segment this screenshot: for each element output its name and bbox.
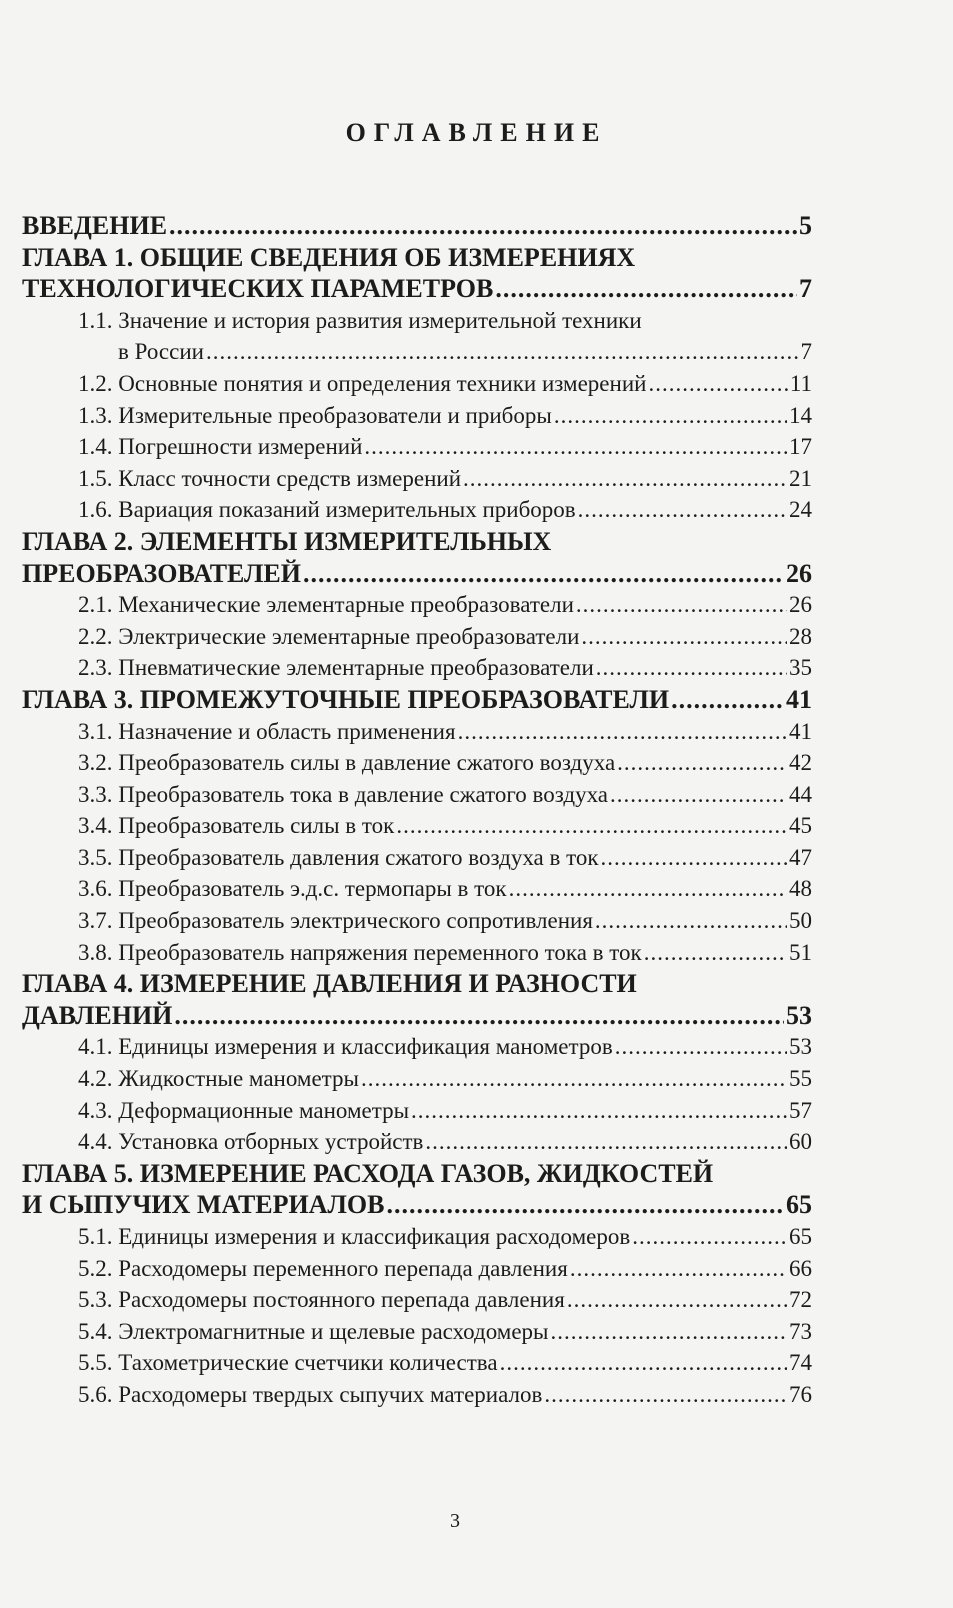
toc-entry-label: 1.3. Измерительные преобразователи и приборы (78, 402, 552, 428)
toc-entry-label: 4.1. Единицы измерения и классификация манометров (78, 1034, 613, 1060)
toc-entry-label: ТЕХНОЛОГИЧЕСКИХ ПАРАМЕТРОВ (22, 274, 494, 304)
toc-entry-label: в России (118, 339, 204, 365)
toc-section-row[interactable] (22, 589, 812, 621)
toc-section-row[interactable] (22, 368, 812, 400)
toc-section-row[interactable] (22, 747, 812, 779)
toc-entry-label: 5.2. Расходомеры переменного перепада давления (78, 1255, 568, 1281)
toc-dot-leader (425, 1126, 787, 1158)
toc-dot-leader (595, 905, 787, 937)
toc-chapter-row[interactable] (22, 684, 812, 716)
toc-page-number: 28 (789, 623, 812, 649)
toc-dot-leader (495, 273, 797, 305)
toc-dot-leader (596, 652, 787, 684)
toc-section-row[interactable] (22, 779, 812, 811)
toc-entry-label: 3.4. Преобразователь силы в ток (78, 813, 395, 839)
toc-chapter-row[interactable] (22, 1158, 812, 1190)
toc-page-number: 47 (789, 844, 812, 870)
toc-dot-leader (632, 1221, 787, 1253)
toc-entry-label: 5.4. Электромагнитные и щелевые расходомеры (78, 1318, 549, 1344)
toc-page-number: 65 (789, 1224, 812, 1249)
toc-section-row[interactable] (22, 716, 812, 748)
toc-section-row[interactable] (22, 1031, 812, 1063)
toc-section-row[interactable] (22, 905, 812, 937)
toc-dot-leader (601, 842, 787, 874)
toc-page-number: 66 (789, 1255, 812, 1281)
toc-dot-leader (615, 1031, 787, 1063)
toc-page-number: 14 (789, 402, 812, 428)
toc-dot-leader (463, 463, 787, 495)
toc-dot-leader (361, 1063, 787, 1095)
toc-page-number: 42 (789, 750, 812, 776)
table-of-contents (22, 210, 812, 1411)
toc-section-row[interactable] (22, 1284, 812, 1316)
toc-dot-leader (644, 937, 787, 969)
toc-entry-label: 1.1. Значение и история развития измерительной техники (78, 307, 642, 333)
toc-section-row[interactable] (22, 1253, 812, 1285)
toc-entry-label: 4.3. Деформационные манометры (78, 1097, 410, 1123)
toc-section-row[interactable] (22, 400, 812, 432)
toc-dot-leader (544, 1379, 787, 1411)
toc-page-number: 57 (789, 1097, 812, 1123)
toc-page-number: 26 (786, 558, 812, 588)
toc-section-row[interactable] (22, 336, 812, 368)
toc-section-row[interactable] (22, 1095, 812, 1127)
page-title: ОГЛАВЛЕНИЕ (345, 118, 608, 147)
toc-entry-label: 3.6. Преобразователь э.д.с. термопары в ток (78, 876, 507, 902)
toc-section-row[interactable] (22, 842, 812, 874)
toc-entry-label: ГЛАВА 2. ЭЛЕМЕНТЫ ИЗМЕРИТЕЛЬНЫХ (22, 526, 552, 556)
toc-entry-label: ГЛАВА 1. ОБЩИЕ СВЕДЕНИЯ ОБ ИЗМЕРЕНИЯХ (22, 242, 636, 272)
toc-page-number: 53 (789, 1034, 812, 1060)
toc-dot-leader (578, 494, 787, 526)
toc-entry-label: 1.4. Погрешности измерений (78, 434, 363, 460)
toc-entry-label: 5.5. Тахометрические счетчики количества (78, 1350, 498, 1376)
toc-page-number: 21 (789, 465, 812, 491)
toc-entry-label: ПРЕОБРАЗОВАТЕЛЕЙ (22, 558, 301, 588)
toc-dot-leader (364, 431, 787, 463)
toc-chapter-row[interactable] (22, 273, 812, 305)
toc-entry-label: ВВЕДЕНИЕ (22, 211, 168, 240)
toc-dot-leader (458, 716, 787, 748)
toc-entry-label: 4.2. Жидкостные манометры (78, 1066, 359, 1092)
toc-page-number: 35 (789, 655, 812, 681)
toc-entry-label: 3.1. Назначение и область применения (78, 718, 456, 744)
toc-entry-label: ДАВЛЕНИЙ (22, 1000, 173, 1030)
toc-page-number: 24 (789, 497, 812, 523)
toc-entry-label: 1.5. Класс точности средств измерений (78, 465, 462, 491)
toc-dot-leader (509, 873, 787, 905)
toc-dot-leader (554, 400, 787, 432)
toc-entry-label: ГЛАВА 3. ПРОМЕЖУТОЧНЫЕ ПРЕОБРАЗОВАТЕЛИ (22, 684, 670, 714)
toc-dot-leader (386, 1189, 784, 1221)
toc-entry-label: 5.1. Единицы измерения и классификация расходомеров (78, 1224, 631, 1249)
toc-page-number: 41 (786, 684, 812, 714)
toc-dot-leader (581, 621, 787, 653)
toc-section-row[interactable] (22, 1063, 812, 1095)
toc-chapter-row[interactable] (22, 210, 812, 242)
toc-page-number: 51 (789, 939, 812, 965)
toc-page-number: 17 (789, 434, 812, 460)
toc-chapter-row[interactable] (22, 968, 812, 1000)
toc-chapter-row[interactable] (22, 1000, 812, 1032)
toc-page-number: 53 (786, 1000, 812, 1030)
toc-section-row[interactable] (22, 810, 812, 842)
toc-page-number: 73 (789, 1318, 812, 1344)
toc-entry-label: 2.2. Электрические элементарные преобразователи (78, 623, 580, 649)
toc-page-number: 5 (799, 211, 812, 240)
toc-entry-label: 2.3. Пневматические элементарные преобразователи (78, 655, 594, 681)
toc-entry-label: 5.3. Расходомеры постоянного перепада давления (78, 1287, 565, 1313)
toc-entry-label: И СЫПУЧИХ МАТЕРИАЛОВ (22, 1190, 385, 1220)
toc-section-row[interactable] (22, 1379, 812, 1411)
toc-page-number: 7 (799, 274, 812, 304)
toc-dot-leader (671, 684, 784, 716)
toc-entry-label: ГЛАВА 5. ИЗМЕРЕНИЕ РАСХОДА ГАЗОВ, ЖИДКОСТЕЙ (22, 1158, 714, 1188)
toc-section-row[interactable] (22, 305, 812, 337)
toc-entry-label: 1.2. Основные понятия и определения техники измерений (78, 370, 647, 396)
toc-entry-label: 2.1. Механические элементарные преобразователи (78, 592, 574, 618)
toc-page-number: 26 (789, 592, 812, 618)
toc-dot-leader (411, 1095, 787, 1127)
toc-section-row[interactable] (22, 463, 812, 495)
toc-page-number: 65 (786, 1190, 812, 1220)
toc-section-row[interactable] (22, 1126, 812, 1158)
toc-dot-leader (206, 336, 799, 368)
toc-section-row[interactable] (22, 937, 812, 969)
toc-dot-leader (500, 1347, 787, 1379)
toc-dot-leader (610, 779, 787, 811)
toc-chapter-row[interactable] (22, 558, 812, 590)
toc-page-number: 74 (789, 1350, 812, 1376)
toc-entry-label: 3.8. Преобразователь напряжения переменного тока в ток (78, 939, 642, 965)
toc-chapter-row[interactable] (22, 1189, 812, 1221)
toc-entry-label: 3.7. Преобразователь электрического сопротивления (78, 908, 593, 934)
toc-page-number: 48 (789, 876, 812, 902)
toc-entry-label: 3.2. Преобразователь силы в давление сжатого воздуха (78, 750, 616, 776)
toc-entry-label: 3.5. Преобразователь давления сжатого воздуха в ток (78, 844, 599, 870)
toc-section-row[interactable] (22, 1316, 812, 1348)
toc-page-number: 41 (789, 718, 812, 744)
toc-entry-label: 1.6. Вариация показаний измерительных приборов (78, 497, 576, 523)
toc-section-row[interactable] (22, 621, 812, 653)
toc-section-row[interactable] (22, 1221, 812, 1253)
toc-page-number: 11 (789, 370, 812, 396)
toc-page-number: 7 (800, 339, 812, 365)
toc-dot-leader (396, 810, 787, 842)
toc-page-number: 72 (789, 1287, 812, 1313)
toc-page-number: 76 (789, 1381, 812, 1407)
toc-dot-leader (617, 747, 787, 779)
toc-section-row[interactable] (22, 494, 812, 526)
toc-page-number: 50 (789, 908, 812, 934)
toc-dot-leader (303, 558, 784, 590)
toc-page-number: 60 (789, 1129, 812, 1155)
toc-section-row[interactable] (22, 1347, 812, 1379)
toc-chapter-row[interactable] (22, 526, 812, 558)
toc-entry-label: ГЛАВА 4. ИЗМЕРЕНИЕ ДАВЛЕНИЯ И РАЗНОСТИ (22, 969, 637, 999)
page-number: 3 (450, 1510, 460, 1532)
toc-dot-leader (174, 1000, 784, 1032)
toc-entry-label: 5.6. Расходомеры твердых сыпучих материалов (78, 1381, 543, 1407)
toc-page-number: 44 (789, 781, 812, 807)
toc-section-row[interactable] (22, 431, 812, 463)
toc-dot-leader (551, 1316, 787, 1348)
toc-dot-leader (570, 1253, 787, 1285)
toc-dot-leader (576, 589, 787, 621)
toc-section-row[interactable] (22, 873, 812, 905)
toc-page-number: 55 (789, 1066, 812, 1092)
toc-dot-leader (567, 1284, 787, 1316)
toc-entry-label: 4.4. Установка отборных устройств (78, 1129, 424, 1155)
toc-dot-leader (648, 368, 787, 400)
toc-section-row[interactable] (22, 652, 812, 684)
toc-dot-leader (169, 210, 797, 242)
toc-page-number: 45 (789, 813, 812, 839)
toc-entry-label: 3.3. Преобразователь тока в давление сжатого воздуха (78, 781, 608, 807)
toc-chapter-row[interactable] (22, 242, 812, 274)
